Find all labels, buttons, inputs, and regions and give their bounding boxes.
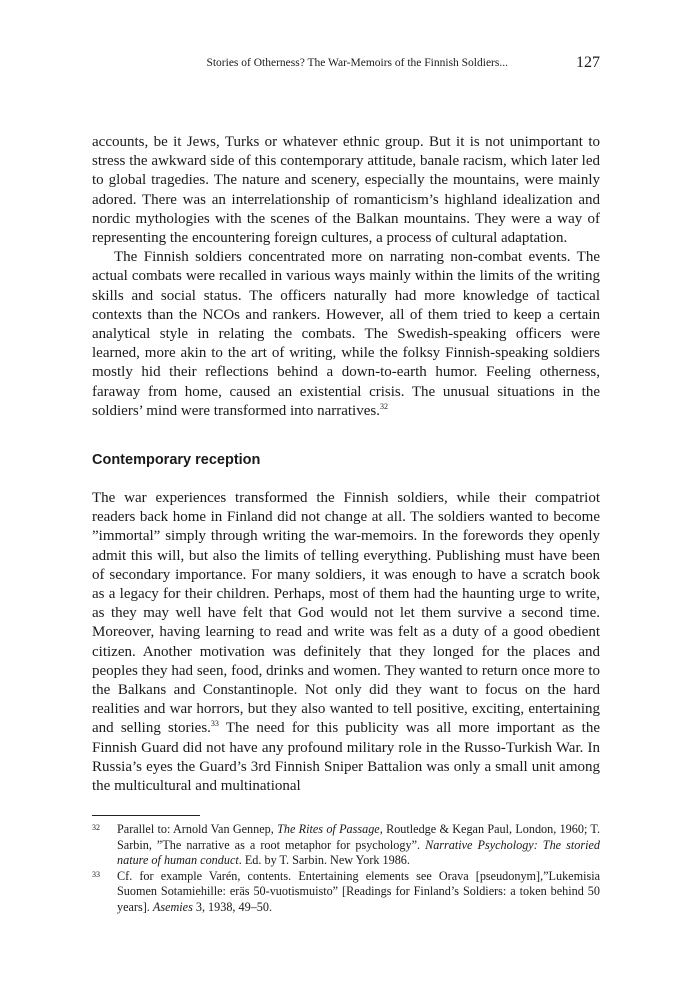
footnote-title: The Rites of Passage [277,822,380,836]
footnote-title: Narrative Psychology: The storied nature of human conduct [117,837,600,867]
footnote-text: Parallel to: Arnold Van Gennep, [117,822,278,836]
footnotes [92,822,600,915]
footnote-divider [92,815,200,816]
paragraph [92,489,600,796]
body-text-block-1 [92,133,600,421]
paragraph-text: The war experiences transformed the Finnish soldiers, while their compatriot readers back home in Finland did not change at all. The soldiers wanted to become ”immortal” simply through writing the war-memoirs. In the forewords they openly admit this will, but also the limits of telling everything. Publishing must have been of secondary importance. For many soldiers, it was enough to have a scratch book as a legacy for their children. Perhaps, most of them had the haunting urge to write, as they may well have felt that God would not let them survive a second time. Moreover, having learning to read and write was felt as a duty of a good obedient citizen. Another motivation was definitely that they longed for the places and peoples they had seen, food, drinks and women. They wanted to return once more to the Balkans and Constantinople. Not only did they want to focus on the hard realities and war horrors, but they also wanted to tell positive, exciting, entertaining and selling stories. [92,490,600,737]
footnote-text: 3, 1938, 49–50. [192,899,273,914]
footnote-title: Asemies [152,899,193,914]
footnote-text: Cf. for example Varén, contents. Entertaining elements see Orava [pseudonym],”Lukemisia Suomen Sotamiehille: eräs 50-vuotismuisto” [Readings for Finland’s Soldiers: a token behind 50 years]. [117,868,600,914]
section-heading: Contemporary reception [92,452,261,468]
footnote-number: 33 [92,869,100,879]
body-text-block-2 [92,489,600,796]
footnote [92,869,600,916]
running-head [92,54,600,74]
paragraph [92,248,600,421]
paragraph-text: The Finnish soldiers concentrated more on narrating non-combat events. The actual combats were recalled in various ways mainly within the limits of the writing skills and social status. The officers naturally had more knowledge of tactical contexts than the NCOs and rankers. However, all of them tried to keep a certain analytical style in relating the combats. The Swedish-speaking officers were learned, more akin to the art of writing, while the folksy Finnish-speaking soldiers mostly hid their reflections behind a down-to-earth humor. Feeling otherness, faraway from home, caused an existential crisis. The unusual situations in the soldiers’ mind were transformed into narratives. [92,249,600,419]
footnote-number: 32 [92,823,100,832]
page-number: 127 [576,54,600,71]
footnote-text: . Ed. by T. Sarbin. New York 1986. [238,853,410,867]
paragraph: accounts, be it Jews, Turks or whatever ethnic group. But it is not unimportant to stress the awkward side of this contemporary attitude, banale racism, which later led to global tragedies. The nature and scenery, especially the mountains, were mainly adored. There was an interrelationship of romanticism’s highland idealization and nordic mythologies with the scenes of the Balkan mountains. They were a way of representing the encountering foreign cultures, a process of cultural adaptation. [92,134,600,247]
running-title: Stories of Otherness? The War-Memoirs of the Finnish Soldiers... [206,57,508,69]
footnote-ref: 33 [210,719,219,729]
footnote-ref: 32 [379,401,388,411]
footnote [92,822,600,869]
footnote-text: , Routledge & Kegan Paul, London, 1960; T. Sarbin, ”The narrative as a root metaphor for psychology”. [117,822,601,852]
paragraph-text: The need for this publicity was all more important as the Finnish Guard did not have any profound military role in the Russo-Turkish War. In Russia’s eyes the Guard’s 3rd Finnish Sniper Battalion was only a small unit among the multicultural and multinational [92,720,600,795]
